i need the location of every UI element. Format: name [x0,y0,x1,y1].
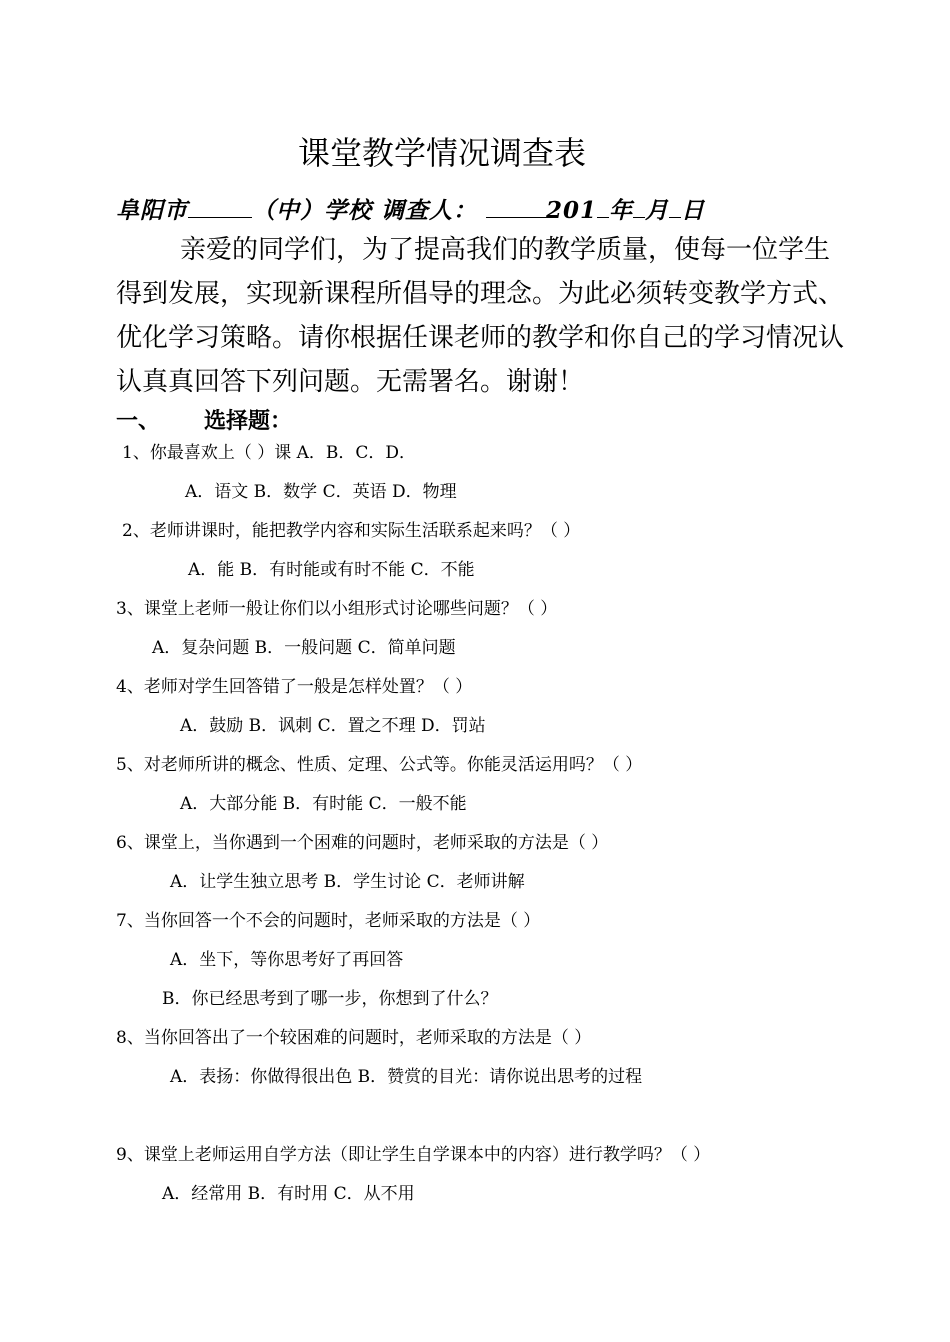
section-number: 一、 [116,409,161,434]
month-label: 月 [645,197,670,224]
question-1: 1、你最喜欢上（ ）课 A．B．C．D． [122,443,417,463]
question-4: 4、老师对学生回答错了一般是怎样处置？（ ） [116,677,473,697]
question-7-option-a: A．坐下，等你思考好了再回答 [170,950,404,970]
intro-paragraph [116,228,846,404]
question-6: 6、课堂上，当你遇到一个困难的问题时，老师采取的方法是（ ） [116,833,609,853]
year-label: 年 [609,197,634,224]
question-9: 9、课堂上老师运用自学方法（即让学生自学课本中的内容）进行教学吗？（ ） [116,1145,711,1165]
surveyor-blank [486,195,546,218]
school-name-blank [188,195,252,218]
question-9-options: A．经常用 B．有时用 C．从不用 [162,1184,415,1204]
question-8-options: A．表扬：你做得很出色 B．赞赏的目光：请你说出思考的过程 [170,1067,643,1087]
question-7: 7、当你回答一个不会的问题时，老师采取的方法是（ ） [116,911,541,931]
question-3: 3、课堂上老师一般让你们以小组形式讨论哪些问题？（ ） [116,599,558,619]
question-5: 5、对老师所讲的概念、性质、定理、公式等。你能灵活运用吗？（ ） [116,755,643,775]
year-prefix: 201 [546,197,598,224]
question-6-options: A．让学生独立思考 B．学生讨论 C．老师讲解 [170,872,525,892]
question-1-options: A．语文 B．数学 C．英语 D．物理 [185,482,457,502]
question-7-option-b: B．你已经思考到了哪一步，你想到了什么？ [162,989,498,1009]
school-label: （中）学校 调查人： [252,197,478,224]
day-blank [669,195,681,218]
city-label: 阜阳市 [116,197,188,224]
section-label: 选择题： [204,409,293,434]
section-heading [116,404,292,435]
intro-text: 亲爱的同学们，为了提高我们的教学质量，使每一位学生得到发展，实现新课程所倡导的理念。为此必须转变教学方式、优化学习策略。请你根据任课老师的教学和你自己的学习情况认认真真回答下列问题。无需署名。谢谢！ [116,235,845,397]
question-5-options: A．大部分能 B．有时能 C．一般不能 [180,794,467,814]
question-2-options: A．能 B．有时能或有时不能 C．不能 [188,560,475,580]
day-label: 日 [681,197,706,224]
question-4-options: A．鼓励 B．讽刺 C．置之不理 D．罚站 [180,716,486,736]
question-8: 8、当你回答出了一个较困难的问题时，老师采取的方法是（ ） [116,1028,592,1048]
survey-header [116,192,705,225]
page-title: 课堂教学情况调查表 [297,134,586,172]
year-blank [597,195,609,218]
month-blank [633,195,645,218]
question-2: 2、老师讲课时，能把教学内容和实际生活联系起来吗？（ ） [122,521,581,541]
question-3-options: A．复杂问题 B．一般问题 C．简单问题 [152,638,456,658]
